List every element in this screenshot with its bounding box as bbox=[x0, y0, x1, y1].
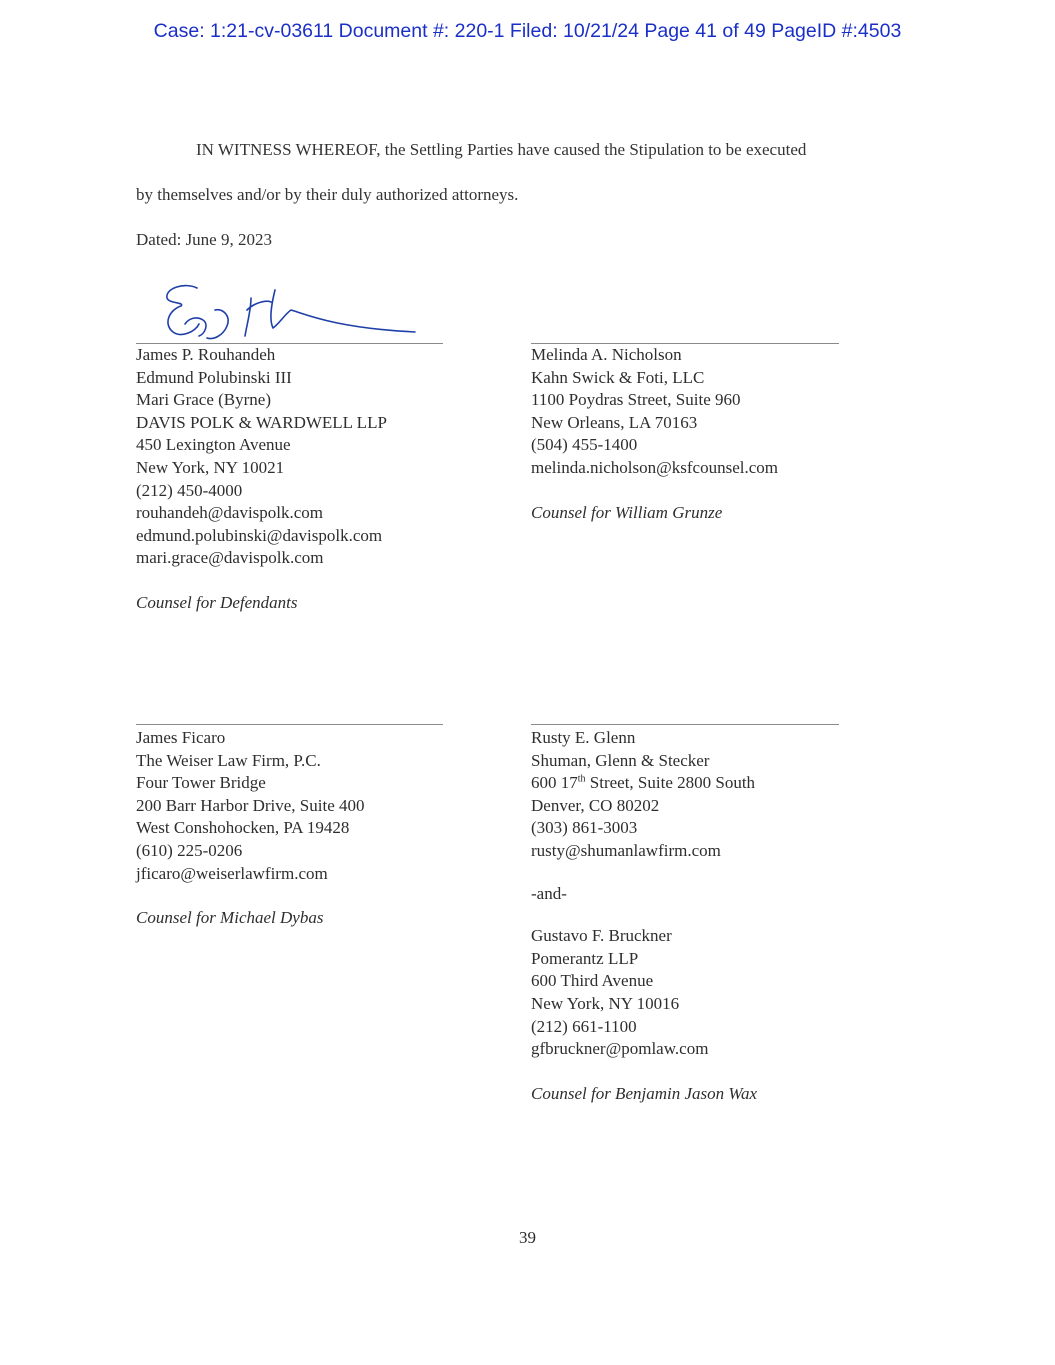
defendants-line: (212) 450-4000 bbox=[136, 480, 243, 500]
grunze-block bbox=[531, 344, 778, 524]
counsel-defendants: Counsel for Defendants bbox=[136, 592, 298, 612]
bruckner-line: 600 Third Avenue bbox=[531, 971, 654, 991]
glenn-address-number: 600 17 bbox=[531, 773, 578, 793]
defendants-line: 450 Lexington Avenue bbox=[136, 435, 291, 455]
defendants-email: mari.grace@davispolk.com bbox=[136, 548, 324, 568]
counsel-wax: Counsel for Benjamin Jason Wax bbox=[531, 1083, 758, 1103]
grunze-line: New Orleans, LA 70163 bbox=[531, 412, 698, 432]
bruckner-line: (212) 661-1100 bbox=[531, 1016, 637, 1036]
dybas-line: 200 Barr Harbor Drive, Suite 400 bbox=[136, 795, 365, 815]
bruckner-line: New York, NY 10016 bbox=[531, 993, 680, 1013]
grunze-email: melinda.nicholson@ksfcounsel.com bbox=[531, 457, 778, 477]
counsel-dybas: Counsel for Michael Dybas bbox=[136, 908, 324, 928]
signature-line-dybas bbox=[136, 724, 443, 725]
page-number: 39 bbox=[519, 1228, 536, 1247]
defendants-line: Mari Grace (Byrne) bbox=[136, 390, 271, 410]
glenn-address-ordinal: th bbox=[577, 773, 586, 785]
dybas-line: Four Tower Bridge bbox=[136, 773, 266, 793]
glenn-address-rest: Street, Suite 2800 South bbox=[585, 773, 756, 793]
bruckner-line: Gustavo F. Bruckner bbox=[531, 926, 672, 946]
and-separator: -and- bbox=[531, 883, 567, 903]
witness-line-1: IN WITNESS WHEREOF, the Settling Parties have caused the Stipulation to be executed bbox=[196, 140, 807, 159]
handwritten-signature bbox=[155, 280, 435, 350]
case-header: Case: 1:21-cv-03611 Document #: 220-1 Filed: 10/21/24 Page 41 of 49 PageID #:4503 bbox=[153, 20, 902, 42]
defendants-email: rouhandeh@davispolk.com bbox=[136, 503, 324, 523]
grunze-line: Kahn Swick & Foti, LLC bbox=[531, 367, 705, 387]
glenn-phone: (303) 861-3003 bbox=[531, 818, 638, 838]
glenn-name: Rusty E. Glenn bbox=[531, 728, 636, 747]
dated-line: Dated: June 9, 2023 bbox=[136, 230, 272, 249]
glenn-address bbox=[531, 772, 757, 795]
dybas-line: (610) 225-0206 bbox=[136, 840, 243, 860]
counsel-grunze: Counsel for William Grunze bbox=[531, 502, 723, 522]
grunze-line: (504) 455-1400 bbox=[531, 435, 638, 455]
grunze-line: Melinda A. Nicholson bbox=[531, 345, 682, 364]
wax-block bbox=[531, 727, 757, 1105]
witness-line-2: by themselves and/or by their duly authorized attorneys. bbox=[136, 185, 519, 204]
defendants-line: Edmund Polubinski III bbox=[136, 367, 292, 387]
glenn-firm: Shuman, Glenn & Stecker bbox=[531, 750, 710, 770]
dybas-line: West Conshohocken, PA 19428 bbox=[136, 818, 350, 838]
dybas-line: James Ficaro bbox=[136, 728, 226, 747]
glenn-city: Denver, CO 80202 bbox=[531, 795, 660, 815]
grunze-line: 1100 Poydras Street, Suite 960 bbox=[531, 390, 741, 410]
bruckner-line: Pomerantz LLP bbox=[531, 948, 639, 968]
defendants-line: James P. Rouhandeh bbox=[136, 345, 276, 364]
glenn-email: rusty@shumanlawfirm.com bbox=[531, 840, 721, 860]
dybas-block bbox=[136, 727, 365, 930]
bruckner-email: gfbruckner@pomlaw.com bbox=[531, 1039, 709, 1059]
dybas-line: The Weiser Law Firm, P.C. bbox=[136, 750, 321, 770]
defendants-line: New York, NY 10021 bbox=[136, 457, 285, 477]
signature-strokes bbox=[167, 286, 415, 339]
signature-line-wax bbox=[531, 724, 839, 725]
dybas-email: jficaro@weiserlawfirm.com bbox=[136, 863, 328, 883]
defendants-block bbox=[136, 344, 387, 615]
defendants-line: DAVIS POLK & WARDWELL LLP bbox=[136, 412, 387, 432]
defendants-email: edmund.polubinski@davispolk.com bbox=[136, 525, 383, 545]
